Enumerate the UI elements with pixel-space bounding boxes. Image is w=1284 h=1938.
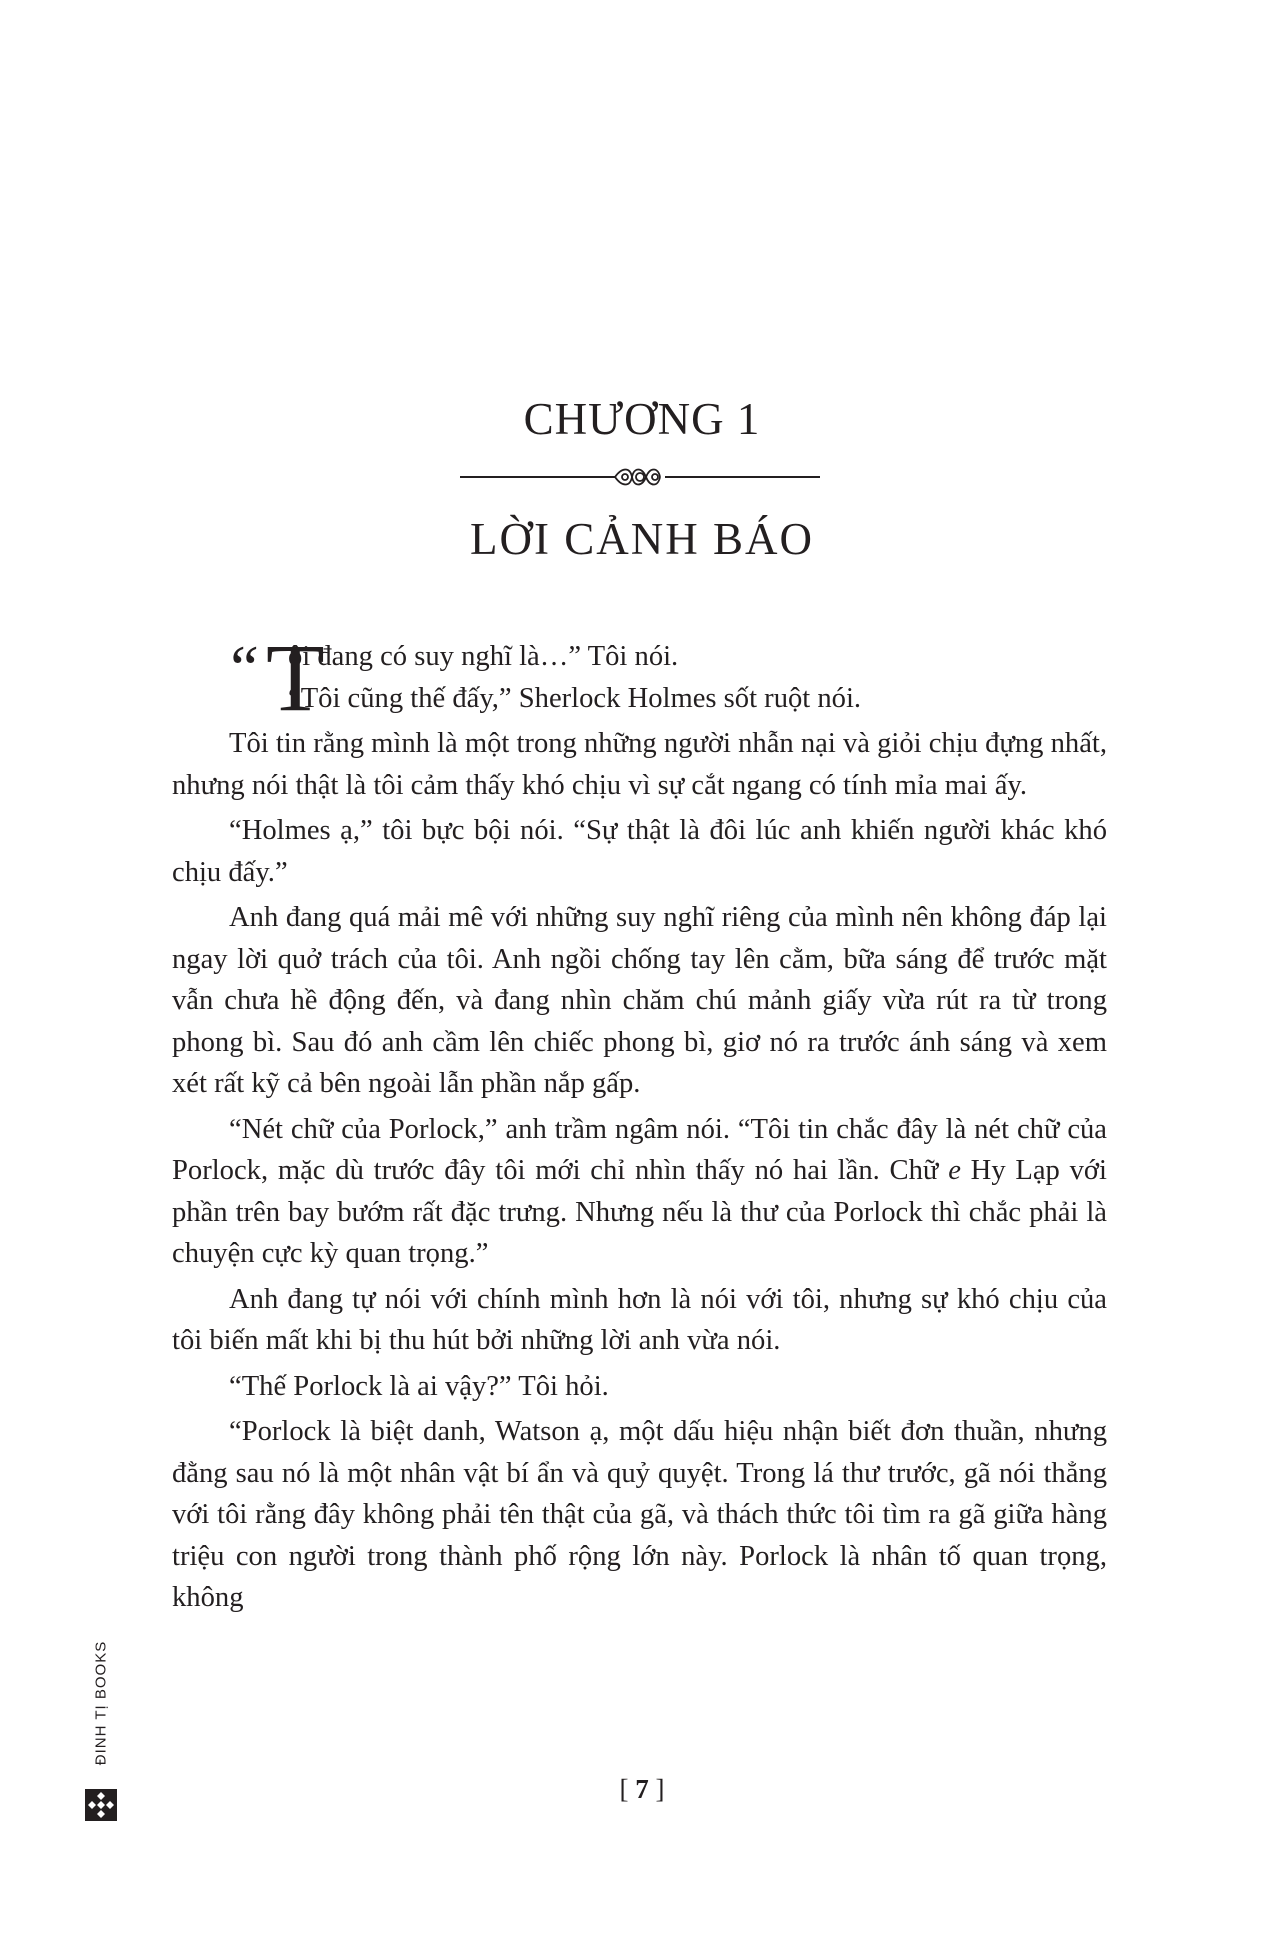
publisher-name: ĐINH TỊ BOOKS xyxy=(92,1640,110,1766)
body-text xyxy=(172,624,1108,1623)
paragraph-1 xyxy=(172,624,1107,731)
paragraph-2: Tôi tin rằng mình là một trong những người nhẫn nại và giỏi chịu đựng nhất, nhưng nói thật là tôi cảm thấy khó chịu vì sự cắt ngang có tính mỉa mai ấy. xyxy=(172,728,1108,801)
page-number-bracket-close: ] xyxy=(655,1774,665,1804)
paragraph-1-line-1: ôi đang có suy nghĩ là…” Tôi nói. xyxy=(288,641,679,672)
ornament-divider-icon xyxy=(460,462,820,492)
publisher-logo-icon xyxy=(84,1788,118,1822)
drop-cap-letter: T xyxy=(266,624,325,731)
page-number xyxy=(0,1774,1284,1805)
publisher-mark xyxy=(82,1568,120,1838)
paragraph-8: “Porlock là biệt danh, Watson ạ, một dấu hiệu nhận biết đơn thuần, nhưng đằng sau nó là một nhân vật bí ẩn và quỷ quyệt. Trong lá thư trước, gã nói thẳng với tôi rằng đây không phải tên thật của gã, và thách thức tôi tìm ra gã giữa hàng triệu con người trong thành phố rộng lớn này. Porlock là nhân tố quan trọng, không xyxy=(172,1416,1107,1613)
paragraph-1-line-2: “Tôi cũng thế đấy,” Sherlock Holmes sốt ruột nói. xyxy=(288,682,862,714)
paragraph-6: Anh đang tự nói với chính mình hơn là nói với tôi, nhưng sự khó chịu của tôi biến mất khi bị thu hút bởi những lời anh vừa nói. xyxy=(172,1283,1107,1356)
paragraph-4: Anh đang quá mải mê với những suy nghĩ riêng của mình nên không đáp lại ngay lời quở trách của tôi. Anh ngồi chống tay lên cằm, bữa sáng để trước mặt vẫn chưa hề động đến, và đang nhìn chăm chú mảnh giấy vừa rút ra từ trong phong bì. Sau đó anh cầm lên chiếc phong bì, giơ nó ra trước ánh sáng và xem xét rất kỹ cả bên ngoài lẫn phần nắp gấp. xyxy=(172,902,1107,1099)
page-number-value: 7 xyxy=(635,1774,649,1804)
paragraph-7: “Thế Porlock là ai vậy?” Tôi hỏi. xyxy=(229,1370,609,1402)
paragraph-3: “Holmes ạ,” tôi bực bội nói. “Sự thật là đôi lúc anh khiến người khác khó chịu đấy.” xyxy=(172,815,1107,888)
paragraph-5-italic: e xyxy=(948,1155,961,1186)
chapter-title: LỜI CẢNH BÁO xyxy=(470,514,814,564)
paragraph-5-part-2: Hy Lạp với phần trên bay bướm rất đặc trưng. Nhưng nếu là thư của Porlock thì chắc phải là chuyện cực kỳ quan trọng.” xyxy=(172,1155,1107,1269)
drop-cap-quote: “ xyxy=(224,632,260,703)
paragraph-5 xyxy=(172,1109,1107,1275)
page-number-bracket-open: [ xyxy=(619,1774,629,1804)
paragraph-5-part-1: “Nét chữ của Porlock,” anh trầm ngâm nói. “Tôi tin chắc đây là nét chữ của Porlock, mặc dù trước đây tôi mới chỉ nhìn thấy nó hai lần. Chữ xyxy=(172,1113,1107,1186)
drop-cap xyxy=(172,624,325,731)
chapter-label: CHƯƠNG 1 xyxy=(523,394,761,444)
